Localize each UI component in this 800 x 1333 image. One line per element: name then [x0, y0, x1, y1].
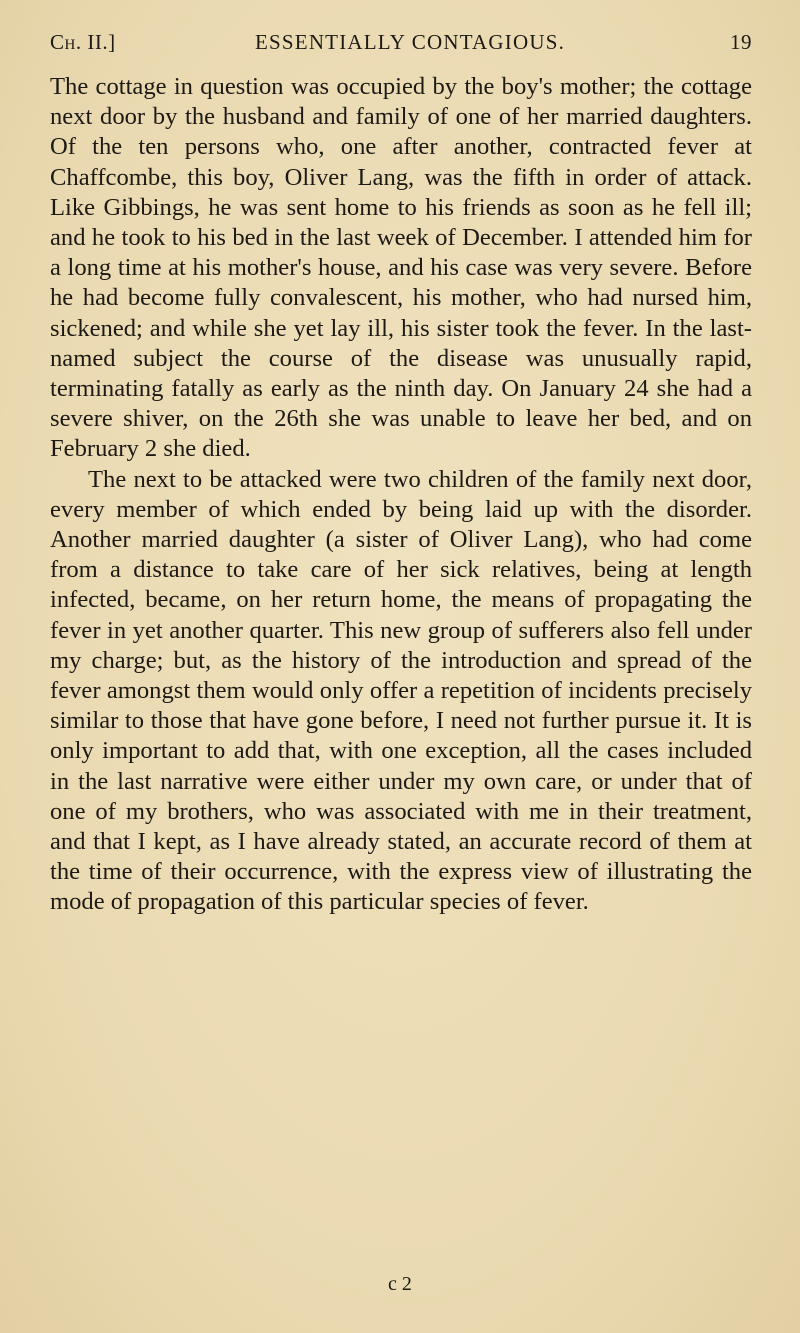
body-text — [50, 72, 752, 918]
chapter-reference: Ch. II.] — [50, 30, 116, 54]
running-head — [50, 30, 752, 60]
page-number: 19 — [730, 30, 752, 54]
paragraph-1: The cottage in question was occupied by the boy's mother; the cottage next door by the husband and family of one of her married daughters. Of the ten persons who, one after another, contracted fever at Chaffcombe, this boy, Oliver Lang, was the fifth in order of attack. Like Gibbings, he was sent home to his friends as soon as he fell ill; and he took to his bed in the last week of December. I attended him for a long time at his mother's house, and his case was very severe. Before he had become fully convalescent, his mother, who had nursed him, sickened; and while she yet lay ill, his sister took the fever. In the last-named subject the course of the disease was unusually rapid, terminating fatally as early as the ninth day. On January 24 she had a severe shiver, on the 26th she was unable to leave her bed, and on February 2 she died. — [50, 73, 752, 463]
paragraph-2: The next to be attacked were two children of the family next door, every member of which ended by being laid up with the disorder. Another married daughter (a sister of Oliver Lang), who had come from a distance to take care of her sick relatives, being at length infected, became, on her return home, the means of propagating the fever in yet another quarter. This new group of sufferers also fell under my charge; but, as the history of the introduction and spread of the fever amongst them would only offer a repetition of incidents precisely similar to those that have gone before, I need not further pursue it. It is only important to add that, with one exception, all the cases included in the last narrative were either under my own care, or under that of one of my brothers, who was associated with me in their treatment, and that I kept, as I have already stated, an accurate record of them at the time of their occurrence, with the express view of illustrating the mode of propagation of this particular species of fever. — [50, 465, 752, 916]
printer-signature-mark: c 2 — [388, 1273, 412, 1295]
running-title: ESSENTIALLY CONTAGIOUS. — [255, 30, 566, 54]
